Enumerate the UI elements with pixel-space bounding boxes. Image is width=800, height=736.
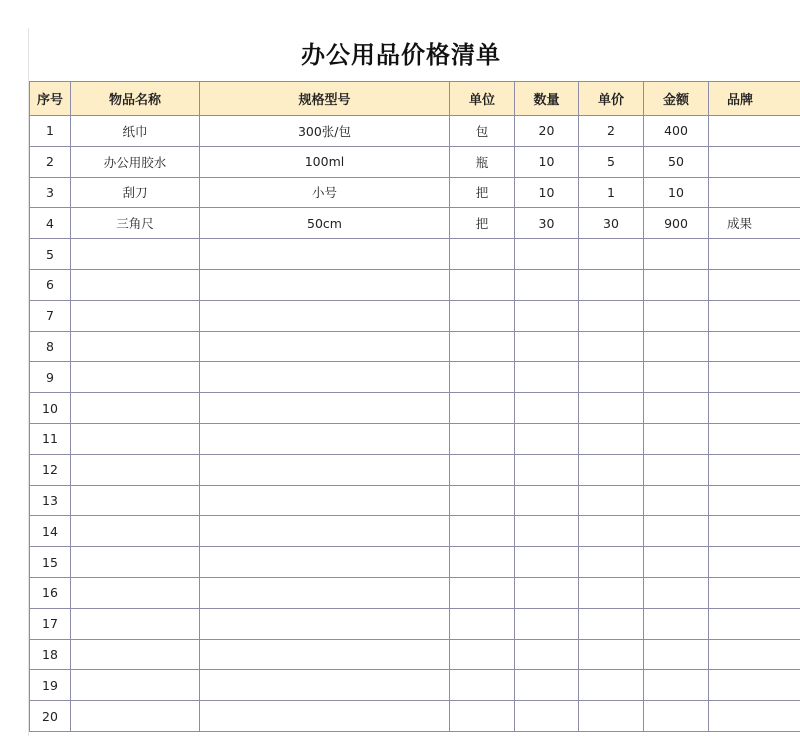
price-list-table — [29, 81, 800, 732]
cell-spec[interactable] — [200, 670, 450, 701]
cell-name[interactable] — [71, 331, 200, 362]
col-header-brand[interactable]: 品牌 — [709, 82, 800, 116]
cell-brand[interactable] — [709, 547, 800, 578]
cell-qty[interactable]: 20 — [515, 116, 579, 147]
cell-price[interactable] — [579, 423, 644, 454]
cell-brand[interactable] — [709, 423, 800, 454]
cell-no[interactable]: 6 — [30, 269, 71, 300]
cell-brand[interactable] — [709, 393, 800, 424]
table-body — [30, 116, 800, 732]
cell-brand[interactable] — [709, 362, 800, 393]
col-header-no[interactable]: 序号 — [30, 82, 71, 116]
cell-name[interactable] — [71, 670, 200, 701]
cell-amount[interactable]: 10 — [644, 177, 709, 208]
cell-qty[interactable] — [515, 577, 579, 608]
table-row — [30, 393, 800, 424]
table-row — [30, 423, 800, 454]
cell-amount[interactable] — [644, 547, 709, 578]
cell-unit[interactable] — [450, 670, 515, 701]
cell-no[interactable]: 1 — [30, 116, 71, 147]
cell-no[interactable]: 14 — [30, 516, 71, 547]
cell-spec[interactable]: 100ml — [200, 146, 450, 177]
cell-price[interactable]: 30 — [579, 208, 644, 239]
cell-price[interactable] — [579, 608, 644, 639]
cell-no[interactable]: 2 — [30, 146, 71, 177]
cell-brand[interactable] — [709, 608, 800, 639]
cell-spec[interactable]: 小号 — [200, 177, 450, 208]
cell-qty[interactable] — [515, 423, 579, 454]
cell-qty[interactable] — [515, 670, 579, 701]
cell-name[interactable] — [71, 547, 200, 578]
cell-name[interactable]: 刮刀 — [71, 177, 200, 208]
cell-name[interactable] — [71, 485, 200, 516]
cell-price[interactable] — [579, 331, 644, 362]
cell-price[interactable] — [579, 701, 644, 732]
cell-brand[interactable] — [709, 146, 800, 177]
table-row — [30, 454, 800, 485]
cell-price[interactable] — [579, 362, 644, 393]
cell-no[interactable]: 13 — [30, 485, 71, 516]
table-row — [30, 300, 800, 331]
cell-no[interactable]: 18 — [30, 639, 71, 670]
cell-price[interactable]: 5 — [579, 146, 644, 177]
cell-brand[interactable] — [709, 116, 800, 147]
cell-spec[interactable] — [200, 362, 450, 393]
cell-unit[interactable]: 把 — [450, 177, 515, 208]
cell-spec[interactable] — [200, 269, 450, 300]
cell-unit[interactable] — [450, 608, 515, 639]
cell-unit[interactable] — [450, 577, 515, 608]
table-row — [30, 269, 800, 300]
table-row — [30, 639, 800, 670]
cell-no[interactable]: 16 — [30, 577, 71, 608]
cell-qty[interactable] — [515, 701, 579, 732]
table-row — [30, 239, 800, 270]
cell-amount[interactable]: 50 — [644, 146, 709, 177]
table-row — [30, 670, 800, 701]
cell-spec[interactable] — [200, 516, 450, 547]
cell-qty[interactable] — [515, 454, 579, 485]
cell-brand[interactable] — [709, 177, 800, 208]
cell-name[interactable] — [71, 608, 200, 639]
cell-unit[interactable] — [450, 701, 515, 732]
cell-qty[interactable] — [515, 300, 579, 331]
cell-amount[interactable] — [644, 454, 709, 485]
cell-price[interactable] — [579, 393, 644, 424]
cell-name[interactable]: 纸巾 — [71, 116, 200, 147]
cell-name[interactable] — [71, 393, 200, 424]
cell-spec[interactable] — [200, 577, 450, 608]
cell-amount[interactable] — [644, 300, 709, 331]
cell-price[interactable] — [579, 239, 644, 270]
cell-unit[interactable] — [450, 639, 515, 670]
cell-brand[interactable] — [709, 701, 800, 732]
cell-no[interactable]: 10 — [30, 393, 71, 424]
cell-unit[interactable] — [450, 547, 515, 578]
cell-no[interactable]: 7 — [30, 300, 71, 331]
cell-qty[interactable] — [515, 331, 579, 362]
cell-no[interactable]: 3 — [30, 177, 71, 208]
cell-no[interactable]: 17 — [30, 608, 71, 639]
cell-amount[interactable] — [644, 701, 709, 732]
cell-no[interactable]: 11 — [30, 423, 71, 454]
table-row — [30, 577, 800, 608]
cell-spec[interactable] — [200, 547, 450, 578]
cell-amount[interactable] — [644, 393, 709, 424]
cell-amount[interactable] — [644, 608, 709, 639]
cell-spec[interactable]: 300张/包 — [200, 116, 450, 147]
cell-amount[interactable] — [644, 639, 709, 670]
cell-qty[interactable]: 30 — [515, 208, 579, 239]
table-row — [30, 331, 800, 362]
cell-amount[interactable] — [644, 485, 709, 516]
cell-amount[interactable] — [644, 362, 709, 393]
cell-brand[interactable] — [709, 454, 800, 485]
cell-unit[interactable] — [450, 454, 515, 485]
cell-price[interactable] — [579, 577, 644, 608]
cell-unit[interactable]: 瓶 — [450, 146, 515, 177]
cell-qty[interactable] — [515, 485, 579, 516]
cell-unit[interactable] — [450, 269, 515, 300]
cell-qty[interactable] — [515, 608, 579, 639]
cell-brand[interactable] — [709, 485, 800, 516]
cell-unit[interactable] — [450, 362, 515, 393]
cell-amount[interactable] — [644, 670, 709, 701]
cell-qty[interactable]: 10 — [515, 146, 579, 177]
cell-name[interactable] — [71, 701, 200, 732]
col-header-price[interactable]: 单价 — [579, 82, 644, 116]
cell-spec[interactable]: 50cm — [200, 208, 450, 239]
cell-brand[interactable]: 成果 — [709, 208, 800, 239]
col-header-amount[interactable]: 金额 — [644, 82, 709, 116]
cell-brand[interactable] — [709, 577, 800, 608]
cell-amount[interactable] — [644, 239, 709, 270]
cell-name[interactable] — [71, 362, 200, 393]
table-row — [30, 516, 800, 547]
sheet-title: 办公用品价格清单 — [301, 41, 501, 69]
cell-qty[interactable] — [515, 269, 579, 300]
cell-price[interactable] — [579, 300, 644, 331]
cell-amount[interactable] — [644, 423, 709, 454]
cell-no[interactable]: 9 — [30, 362, 71, 393]
cell-brand[interactable] — [709, 331, 800, 362]
cell-unit[interactable] — [450, 239, 515, 270]
cell-qty[interactable] — [515, 639, 579, 670]
cell-unit[interactable] — [450, 331, 515, 362]
cell-amount[interactable] — [644, 331, 709, 362]
cell-price[interactable] — [579, 485, 644, 516]
cell-spec[interactable] — [200, 331, 450, 362]
cell-name[interactable] — [71, 300, 200, 331]
cell-spec[interactable] — [200, 701, 450, 732]
cell-price[interactable] — [579, 454, 644, 485]
table-row — [30, 547, 800, 578]
cell-unit[interactable]: 把 — [450, 208, 515, 239]
cell-spec[interactable] — [200, 423, 450, 454]
col-header-qty[interactable]: 数量 — [515, 82, 579, 116]
cell-qty[interactable] — [515, 362, 579, 393]
table-row — [30, 485, 800, 516]
cell-no[interactable]: 5 — [30, 239, 71, 270]
col-header-spec[interactable]: 规格型号 — [200, 82, 450, 116]
cell-unit[interactable] — [450, 300, 515, 331]
cell-price[interactable] — [579, 269, 644, 300]
cell-name[interactable] — [71, 454, 200, 485]
cell-price[interactable] — [579, 547, 644, 578]
cell-no[interactable]: 20 — [30, 701, 71, 732]
cell-brand[interactable] — [709, 670, 800, 701]
table-row — [30, 608, 800, 639]
table-row — [30, 177, 800, 208]
cell-qty[interactable]: 10 — [515, 177, 579, 208]
col-header-name[interactable]: 物品名称 — [71, 82, 200, 116]
cell-price[interactable] — [579, 639, 644, 670]
cell-no[interactable]: 19 — [30, 670, 71, 701]
cell-brand[interactable] — [709, 239, 800, 270]
cell-amount[interactable] — [644, 269, 709, 300]
cell-brand[interactable] — [709, 639, 800, 670]
cell-qty[interactable] — [515, 516, 579, 547]
cell-qty[interactable] — [515, 239, 579, 270]
cell-name[interactable] — [71, 239, 200, 270]
cell-amount[interactable] — [644, 577, 709, 608]
cell-price[interactable]: 1 — [579, 177, 644, 208]
cell-unit[interactable] — [450, 485, 515, 516]
cell-price[interactable]: 2 — [579, 116, 644, 147]
table-row — [30, 701, 800, 732]
cell-no[interactable]: 15 — [30, 547, 71, 578]
table-row — [30, 362, 800, 393]
cell-spec[interactable] — [200, 485, 450, 516]
cell-no[interactable]: 4 — [30, 208, 71, 239]
cell-spec[interactable] — [200, 300, 450, 331]
header-row — [30, 82, 800, 116]
cell-qty[interactable] — [515, 547, 579, 578]
cell-brand[interactable] — [709, 516, 800, 547]
cell-brand[interactable] — [709, 269, 800, 300]
cell-name[interactable] — [71, 577, 200, 608]
cell-unit[interactable] — [450, 516, 515, 547]
cell-spec[interactable] — [200, 608, 450, 639]
cell-brand[interactable] — [709, 300, 800, 331]
table-row — [30, 146, 800, 177]
cell-amount[interactable]: 900 — [644, 208, 709, 239]
cell-no[interactable]: 8 — [30, 331, 71, 362]
cell-amount[interactable] — [644, 516, 709, 547]
cell-amount[interactable]: 400 — [644, 116, 709, 147]
cell-unit[interactable] — [450, 393, 515, 424]
col-header-unit[interactable]: 单位 — [450, 82, 515, 116]
table-row — [30, 208, 800, 239]
cell-spec[interactable] — [200, 639, 450, 670]
table-row — [30, 116, 800, 147]
cell-name[interactable] — [71, 516, 200, 547]
spreadsheet-sheet — [28, 28, 800, 736]
cell-no[interactable]: 12 — [30, 454, 71, 485]
cell-name[interactable] — [71, 639, 200, 670]
cell-name[interactable]: 办公用胶水 — [71, 146, 200, 177]
cell-unit[interactable]: 包 — [450, 116, 515, 147]
cell-spec[interactable] — [200, 239, 450, 270]
cell-unit[interactable] — [450, 423, 515, 454]
cell-name[interactable] — [71, 269, 200, 300]
cell-name[interactable] — [71, 423, 200, 454]
cell-price[interactable] — [579, 516, 644, 547]
cell-qty[interactable] — [515, 393, 579, 424]
cell-spec[interactable] — [200, 393, 450, 424]
cell-name[interactable]: 三角尺 — [71, 208, 200, 239]
cell-price[interactable] — [579, 670, 644, 701]
cell-spec[interactable] — [200, 454, 450, 485]
